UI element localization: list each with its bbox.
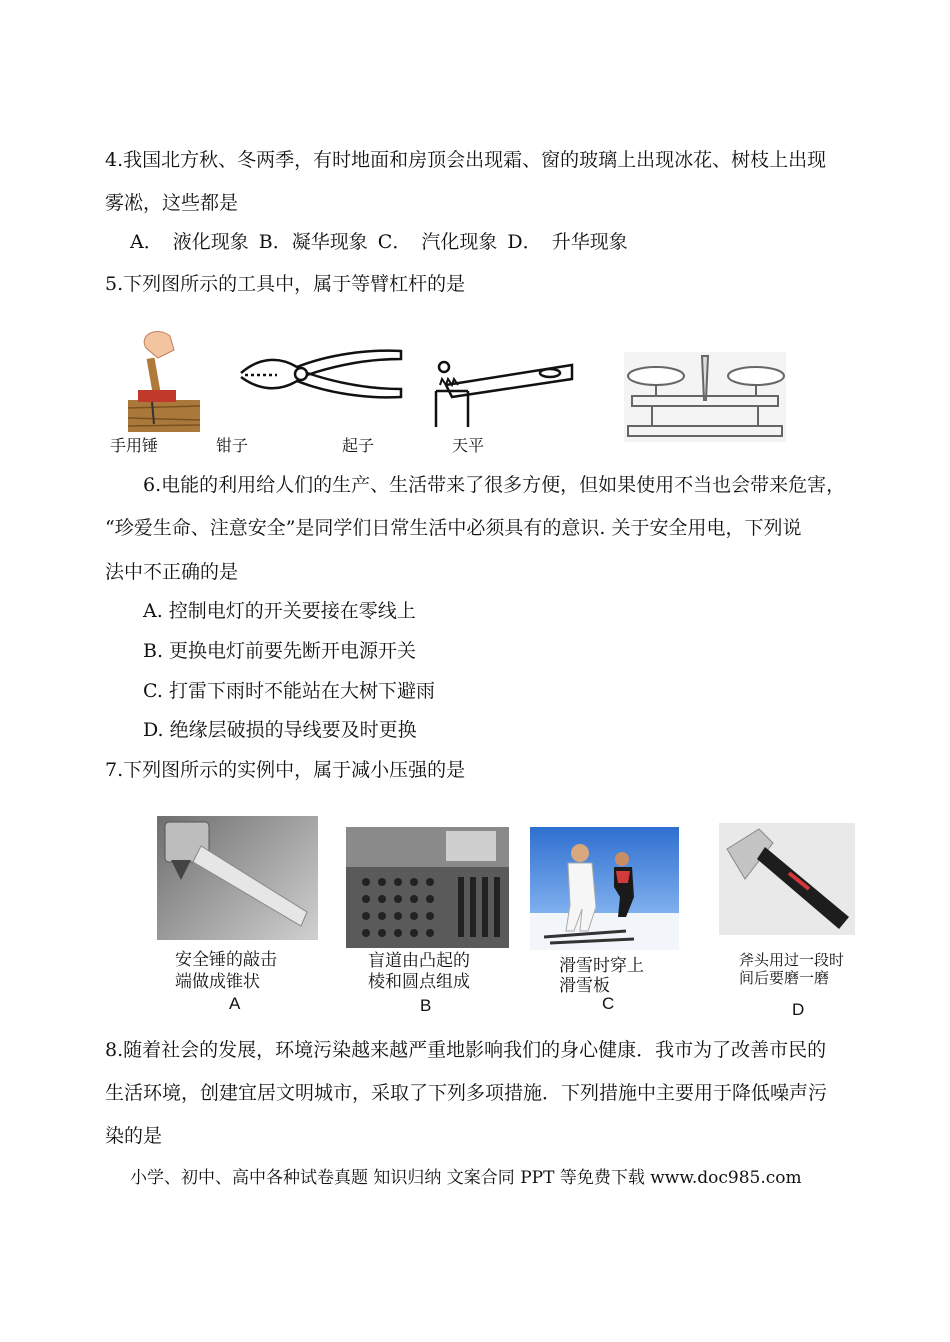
q4-options: A． 液化现象 B．凝华现象 C． 汽化现象 D． 升华现象 — [130, 231, 628, 253]
balance-scale-image — [622, 350, 788, 444]
caption-pliers: 钳子 — [216, 436, 249, 455]
q7-caption-a-line2: 端做成锥状 — [175, 972, 260, 992]
q6-line3: 法中不正确的是 — [105, 561, 239, 583]
q4-line1: 4.我国北方秋、冬两季，有时地面和房顶会出现霜、窗的玻璃上出现冰花、树枝上出现 — [105, 149, 827, 171]
q8-line3: 染的是 — [105, 1125, 163, 1147]
q5-stem: 5.下列图所示的工具中，属于等臂杠杆的是 — [105, 273, 466, 295]
tactile-paving-photo — [346, 827, 509, 948]
q7-caption-b-line2: 棱和圆点组成 — [368, 972, 470, 992]
page-footer: 小学、初中、高中各种试卷真题 知识归纳 文案合同 PPT 等免费下载 www.doc985.com — [130, 1168, 802, 1188]
q6-line2: “珍爱生命、注意安全”是同学们日常生活中必须具有的意识. 关于安全用电，下列说 — [105, 517, 802, 539]
q7-caption-c-line1: 滑雪时穿上 — [559, 956, 644, 976]
q6-option-c: C. 打雷下雨时不能站在大树下避雨 — [143, 680, 435, 702]
q4-line2: 雾凇，这些都是 — [105, 192, 239, 214]
q7-caption-d-line2: 间后要磨一磨 — [739, 969, 830, 987]
q6-option-a: A. 控制电灯的开关要接在零线上 — [143, 600, 416, 622]
q8-line1: 8.随着社会的发展，环境污染越来越严重地影响我们的身心健康．我市为了改善市民的 — [105, 1039, 827, 1061]
q7-caption-a-line1: 安全锤的敲击 — [175, 950, 277, 970]
axe-photo — [719, 823, 855, 935]
q7-label-a: A — [229, 994, 241, 1013]
q7-caption-c-line2: 滑雪板 — [559, 976, 610, 996]
safety-hammer-photo — [157, 816, 318, 940]
q7-label-d: D — [792, 1000, 805, 1019]
caption-opener: 起子 — [342, 436, 375, 455]
q6-option-d: D. 绝缘层破损的导线要及时更换 — [143, 719, 417, 741]
skiing-photo — [530, 827, 679, 950]
q6-option-b: B. 更换电灯前要先断开电源开关 — [143, 640, 417, 662]
q7-caption-b-line1: 盲道由凸起的 — [368, 951, 470, 971]
q7-label-c: C — [602, 994, 615, 1013]
caption-hand-hammer: 手用锤 — [110, 436, 159, 455]
hand-hammer-image — [128, 328, 200, 432]
caption-balance: 天平 — [452, 436, 485, 455]
q7-stem: 7.下列图所示的实例中，属于减小压强的是 — [105, 759, 466, 781]
q7-caption-d-line1: 斧头用过一段时 — [739, 951, 845, 969]
q6-line1: 6.电能的利用给人们的生产、生活带来了很多方便，但如果使用不当也会带来危害， — [143, 474, 846, 496]
q7-label-b: B — [420, 996, 432, 1015]
bottle-opener-image — [432, 355, 576, 429]
q8-line2: 生活环境，创建宜居文明城市，采取了下列多项措施．下列措施中主要用于降低噪声污 — [105, 1082, 828, 1104]
pliers-image — [237, 345, 405, 403]
